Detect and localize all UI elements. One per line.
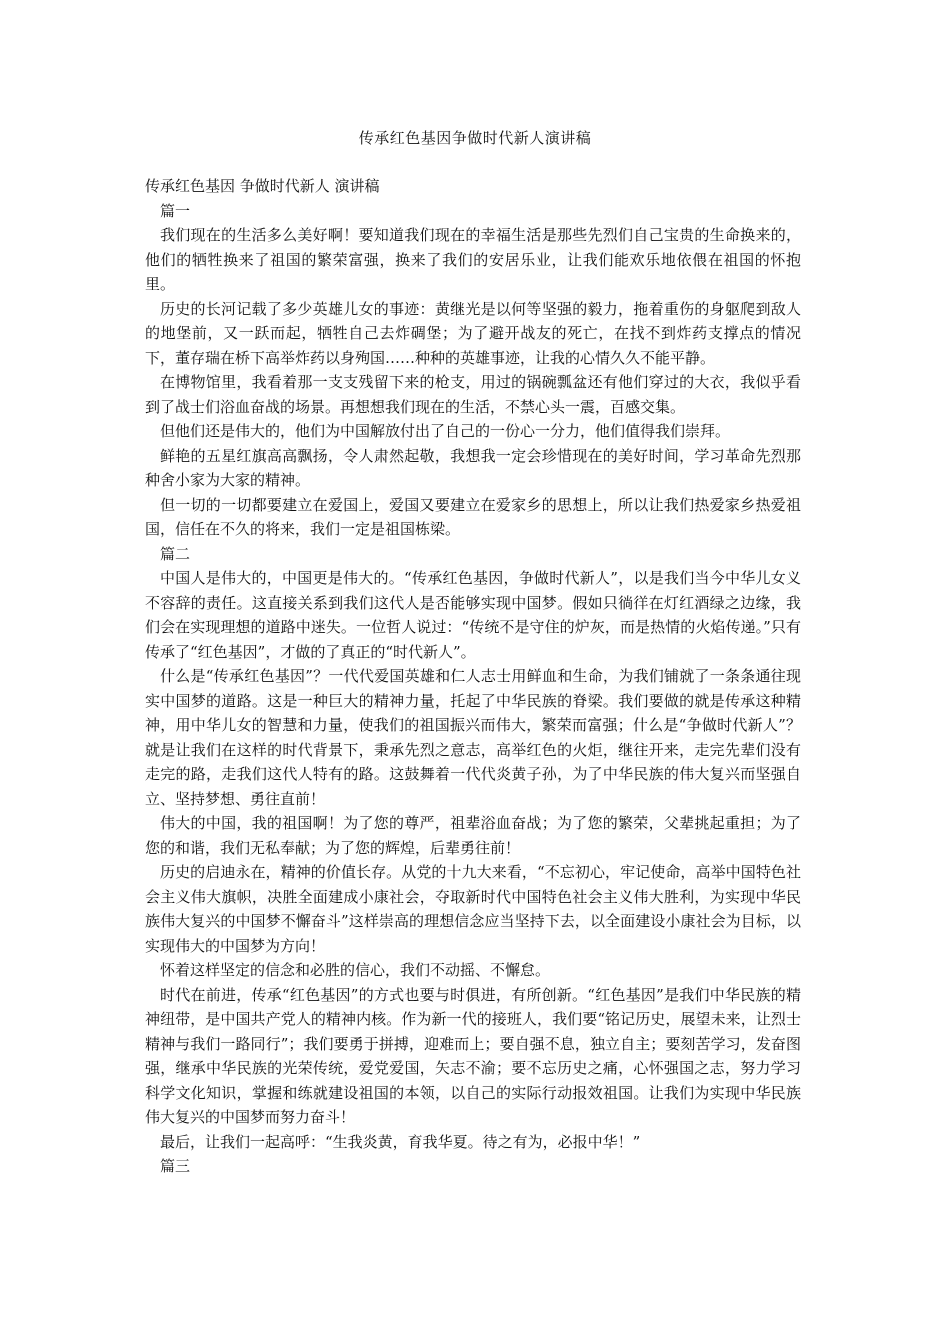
paragraph: 什么是“传承红色基因”？一代代爱国英雄和仁人志士用鲜血和生命，为我们铺就了一条条通往现实中国梦的道路。这是一种巨大的精神力量，托起了中华民族的脊梁。我们要做的就是传承这种精神，用中华儿女的智慧和力量，使我们的祖国振兴而伟大，繁荣而富强；什么是“争做时代新人”？就是让我们在这样的时代背景下，秉承先烈之意志，高举红色的火炬，继往开来，走完先辈们没有走完的路，走我们这代人特有的路。这鼓舞着一代代炎黄子孙，为了中华民族的伟大复兴而坚强自立、坚持梦想、勇往直前！ [145, 667, 801, 808]
paragraph: 我们现在的生活多么美好啊！要知道我们现在的幸福生活是那些先烈们自己宝贵的生命换来的，他们的牺牲换来了祖国的繁荣富强，换来了我们的安居乐业，让我们能欢乐地依偎在祖国的怀抱里。 [145, 226, 801, 293]
paragraph: 中国人是伟大的，中国更是伟大的。“传承红色基因，争做时代新人”，以是我们当今中华儿女义不容辞的责任。这直接关系到我们这代人是否能够实现中国梦。假如只徜徉在灯红酒绿之边缘，我们会在实现理想的道路中迷失。一位哲人说过：“传统不是守住的炉灰，而是热情的火焰传递。”只有传承了“红色基因”，才做的了真正的“时代新人”。 [145, 569, 801, 661]
paragraph: 伟大的中国，我的祖国啊！为了您的尊严，祖辈浴血奋战；为了您的繁荣，父辈挑起重担；为了您的和谐，我们无私奉献；为了您的辉煌，后辈勇往前！ [145, 814, 801, 857]
paragraph: 但他们还是伟大的，他们为中国解放付出了自己的一份心一分力，他们值得我们崇拜。 [160, 422, 731, 440]
document-body [145, 174, 801, 1179]
section-heading-2: 篇二 [160, 544, 191, 563]
paragraph: 历史的启迪永在，精神的价值长存。从党的十九大来看，“不忘初心，牢记使命，高举中国特色社会主义伟大旗帜，决胜全面建成小康社会，夺取新时代中国特色社会主义伟大胜利，为实现中华民族伟大复兴的中国梦不懈奋斗”这样崇高的理想信念应当坚持下去，以全面建设小康社会为目标，以实现伟大的中国梦为方向！ [145, 863, 801, 955]
section-heading-1: 篇一 [160, 201, 191, 220]
document-subtitle: 传承红色基因 争做时代新人 演讲稿 [145, 177, 380, 195]
paragraph: 但一切的一切都要建立在爱国上，爱国又要建立在爱家乡的思想上，所以让我们热爱家乡热爱祖国，信任在不久的将来，我们一定是祖国栋梁。 [145, 495, 801, 538]
paragraph: 怀着这样坚定的信念和必胜的信心，我们不动摇、不懈怠。 [160, 961, 551, 979]
paragraph: 在博物馆里，我看着那一支支残留下来的枪支，用过的锅碗瓢盆还有他们穿过的大衣，我似乎看到了战士们浴血奋战的场景。再想想我们现在的生活，不禁心头一震，百感交集。 [145, 373, 801, 416]
section-heading-3: 篇三 [160, 1157, 191, 1175]
paragraph: 时代在前进，传承“红色基因”的方式也要与时俱进，有所创新。“红色基因”是我们中华民族的精神纽带，是中国共产党人的精神内核。作为新一代的接班人，我们要“铭记历史，展望未来，让烈士精神与我们一路同行”；我们要勇于拼搏，迎难而上；要自强不息，独立自主；要刻苦学习，发奋图强，继承中华民族的光荣传统，爱党爱国，矢志不渝；要不忘历史之痛，心怀强国之志，努力学习科学文化知识，掌握和练就建设祖国的本领，以自己的实际行动报效祖国。让我们为实现中华民族伟大复兴的中国梦而努力奋斗！ [145, 985, 801, 1126]
document-title: 传承红色基因争做时代新人演讲稿 [358, 129, 592, 147]
paragraph: 最后，让我们一起高呼：“生我炎黄，育我华夏。待之有为，必报中华！” [160, 1132, 641, 1151]
paragraph: 鲜艳的五星红旗高高飘扬，令人肃然起敬，我想我一定会珍惜现在的美好时间，学习革命先烈那种舍小家为大家的精神。 [145, 446, 801, 489]
paragraph: 历史的长河记载了多少英雄儿女的事迹：黄继光是以何等坚强的毅力，拖着重伤的身躯爬到敌人的地堡前，又一跃而起，牺牲自己去炸碉堡；为了避开战友的死亡，在找不到炸药支撑点的情况下，董存瑞在桥下高举炸药以身殉国……种种的英雄事迹，让我的心情久久不能平静。 [145, 299, 801, 367]
